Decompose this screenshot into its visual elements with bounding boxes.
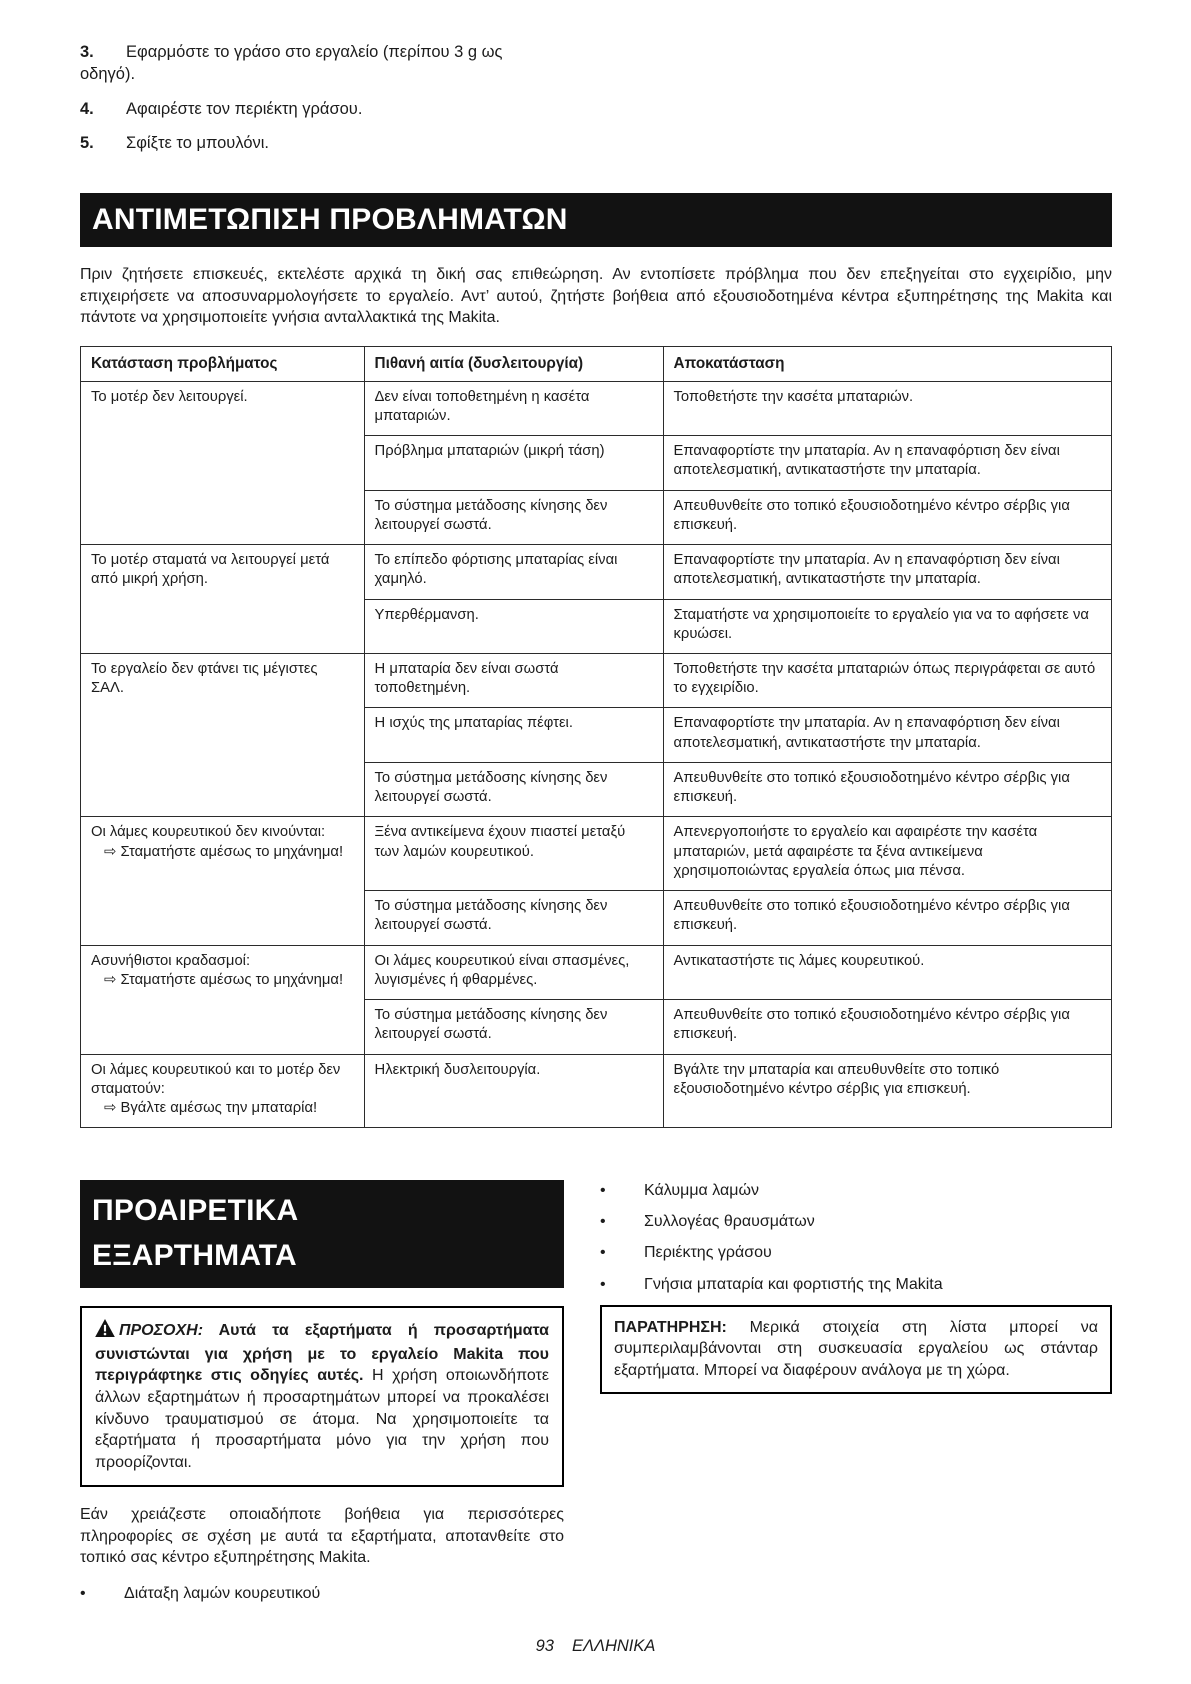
step-text: Αφαιρέστε τον περιέκτη γράσου. bbox=[126, 99, 363, 118]
problem-text: Οι λάμες κουρευτικού και το μοτέρ δεν σταματούν: bbox=[91, 1061, 341, 1097]
optional-accessories-section bbox=[80, 1180, 1112, 1604]
cause-cell: Το σύστημα μετάδοσης κίνησης δεν λειτουργεί σωστά. bbox=[364, 1000, 663, 1054]
remedy-cell: Σταματήστε να χρησιμοποιείτε το εργαλείο για να το αφήσετε να κρυώσει. bbox=[663, 599, 1112, 653]
remedy-cell: Απενεργοποιήστε το εργαλείο και αφαιρέστε την κασέτα μπαταριών, μετά αφαιρέστε τα ξένα αντικείμενα χρησιμοποιώντας εργαλεία όπως μια πένσα. bbox=[663, 817, 1112, 891]
accessories-left-column bbox=[80, 1180, 564, 1604]
accessory-list-item bbox=[600, 1180, 1112, 1201]
cause-cell: Οι λάμες κουρευτικού είναι σπασμένες, λυγισμένες ή φθαρμένες. bbox=[364, 945, 663, 999]
table-header-cell: Αποκατάσταση bbox=[663, 346, 1112, 381]
accessories-right-column bbox=[600, 1180, 1112, 1604]
stop-action: ⇨ Βγάλτε αμέσως την μπαταρία! bbox=[104, 1099, 318, 1116]
page-content bbox=[80, 42, 1112, 1604]
table-row bbox=[81, 381, 1112, 435]
problem-text: Οι λάμες κουρευτικού δεν κινούνται: bbox=[91, 824, 326, 841]
note-text: Μερικά στοιχεία στη λίστα μπορεί να συμπεριλαμβάνονται στη συσκευασία εργαλείου ως στάνταρ εξαρτήματα. Μπορεί να διαφέρουν ανάλογα με τη χώρα. bbox=[614, 1318, 1098, 1379]
table-row bbox=[81, 817, 1112, 891]
cause-cell: Υπερθέρμανση. bbox=[364, 599, 663, 653]
problem-cell bbox=[81, 545, 365, 654]
table-row bbox=[81, 653, 1112, 707]
step-number: 3. bbox=[80, 43, 94, 61]
accessory-label: • Συλλογέας θραυσμάτων bbox=[644, 1213, 815, 1231]
remedy-cell: Επαναφορτίστε την μπαταρία. Αν η επαναφόρτιση δεν είναι αποτελεσματική, αντικαταστήστε την μπαταρία. bbox=[663, 436, 1112, 490]
cause-cell: Η μπαταρία δεν είναι σωστά τοποθετημένη. bbox=[364, 653, 663, 707]
steps-list bbox=[80, 42, 558, 155]
troubleshooting-intro: Πριν ζητήσετε επισκευές, εκτελέστε αρχικά τη δική σας επιθεώρηση. Αν εντοπίσετε πρόβλημα που δεν επεξηγείται στο εγχειρίδιο, μην επιχειρήσετε να αποσυναρμολογήσετε το εργαλείο. Αντ’ αυτού, ζητήστε βοήθεια από εξουσιοδοτημένα κέντρα εξυπηρέτησης της Makita και πάντοτε να χρησιμοποιείτε γνήσια ανταλλακτικά της Makita. bbox=[80, 266, 1112, 327]
problem-text: Το εργαλείο δεν φτάνει τις μέγιστες ΣΑΛ. bbox=[91, 660, 318, 697]
cause-cell: Η ισχύς της μπαταρίας πέφτει. bbox=[364, 708, 663, 762]
note-box bbox=[600, 1305, 1112, 1394]
remedy-cell: Τοποθετήστε την κασέτα μπαταριών όπως περιγράφεται σε αυτό το εγχειρίδιο. bbox=[663, 653, 1112, 707]
accessory-list-item bbox=[80, 1583, 564, 1604]
remedy-cell: Απευθυνθείτε στο τοπικό εξουσιοδοτημένο κέντρο σέρβις για επισκευή. bbox=[663, 762, 1112, 816]
troubleshooting-section-title: ΑΝΤΙΜΕΤΩΠΙΣΗ ΠΡΟΒΛΗΜΑΤΩΝ bbox=[80, 193, 1112, 247]
accessories-section-title bbox=[80, 1180, 564, 1288]
remedy-cell: Απευθυνθείτε στο τοπικό εξουσιοδοτημένο κέντρο σέρβις για επισκευή. bbox=[663, 1000, 1112, 1054]
language-label: ΕΛΛΗΝΙΚΑ bbox=[571, 1637, 656, 1655]
remedy-cell: Τοποθετήστε την κασέτα μπαταριών. bbox=[663, 381, 1112, 435]
remedy-cell: Επαναφορτίστε την μπαταρία. Αν η επαναφόρτιση δεν είναι αποτελεσματική, αντικαταστήστε την μπαταρία. bbox=[663, 708, 1112, 762]
table-header-row bbox=[81, 346, 1112, 381]
step-text: Εφαρμόστε το γράσο στο εργαλείο (περίπου 3 g ως οδηγό). bbox=[80, 43, 503, 83]
caution-text-bold: Αυτά τα εξαρτήματα ή προσαρτήματα συνιστώνται για χρήση με το εργαλείο Makita που περιγράφτηκε στις οδηγίες αυτές. bbox=[95, 1322, 549, 1385]
stop-action: ⇨ Σταματήστε αμέσως το μηχάνημα! bbox=[104, 971, 344, 988]
problem-cell bbox=[81, 1054, 365, 1128]
accessory-label: • Γνήσια μπαταρία και φορτιστής της Makita bbox=[644, 1275, 943, 1293]
cause-cell: Το επίπεδο φόρτισης μπαταρίας είναι χαμηλό. bbox=[364, 545, 663, 599]
table-header-cell: Πιθανή αιτία (δυσλειτουργία) bbox=[364, 346, 663, 381]
step-item bbox=[80, 133, 558, 155]
table-header-cell: Κατάσταση προβλήματος bbox=[81, 346, 365, 381]
accessory-list-item bbox=[600, 1274, 1112, 1295]
accessory-label: • Περιέκτης γράσου bbox=[644, 1244, 772, 1262]
remedy-cell: Απευθυνθείτε στο τοπικό εξουσιοδοτημένο κέντρο σέρβις για επισκευή. bbox=[663, 891, 1112, 945]
step-item bbox=[80, 42, 558, 86]
accessories-help-text: Εάν χρειάζεστε οποιαδήποτε βοήθεια για περισσότερες πληροφορίες σε σχέση με αυτά τα εξαρτήματα, αποτανθείτε στο τοπικό σας κέντρο εξυπηρέτησης Makita. bbox=[80, 1506, 564, 1567]
problem-text: Το μοτέρ σταματά να λειτουργεί μετά από μικρή χρήση. bbox=[91, 552, 330, 588]
remedy-cell: Επαναφορτίστε την μπαταρία. Αν η επαναφόρτιση δεν είναι αποτελεσματική, αντικαταστήστε την μπαταρία. bbox=[663, 545, 1112, 599]
stop-action: ⇨ Σταματήστε αμέσως το μηχάνημα! bbox=[104, 843, 344, 860]
remedy-cell: Βγάλτε την μπαταρία και απευθυνθείτε στο τοπικό εξουσιοδοτημένο κέντρο σέρβις για επισκευή. bbox=[663, 1054, 1112, 1128]
accessory-label: • Κάλυμμα λαμών bbox=[644, 1182, 759, 1200]
remedy-cell: Απευθυνθείτε στο τοπικό εξουσιοδοτημένο κέντρο σέρβις για επισκευή. bbox=[663, 490, 1112, 544]
cause-cell: Ξένα αντικείμενα έχουν πιαστεί μεταξύ των λαμών κουρευτικού. bbox=[364, 817, 663, 891]
table-row bbox=[81, 545, 1112, 599]
remedy-cell: Αντικαταστήστε τις λάμες κουρευτικού. bbox=[663, 945, 1112, 999]
cause-cell: Το σύστημα μετάδοσης κίνησης δεν λειτουργεί σωστά. bbox=[364, 891, 663, 945]
problem-cell bbox=[81, 381, 365, 544]
cause-cell: Δεν είναι τοποθετημένη η κασέτα μπαταριών. bbox=[364, 381, 663, 435]
note-label: ΠΑΡΑΤΗΡΗΣΗ: bbox=[614, 1318, 727, 1336]
accessories-title-line2: ΕΞΑΡΤΗΜΑΤΑ bbox=[92, 1239, 297, 1273]
accessory-list-item bbox=[600, 1242, 1112, 1263]
step-number: 4. bbox=[80, 99, 94, 118]
page-number: 93 bbox=[535, 1637, 554, 1655]
cause-cell: Πρόβλημα μπαταριών (μικρή τάση) bbox=[364, 436, 663, 490]
problem-cell bbox=[81, 945, 365, 1054]
troubleshooting-table bbox=[80, 346, 1112, 1128]
accessory-list-item bbox=[600, 1211, 1112, 1232]
page-footer bbox=[0, 1637, 1191, 1656]
caution-text: Η χρήση οποιωνδήποτε άλλων εξαρτημάτων ή προσαρτημάτων μπορεί να προκαλέσει κίνδυνο τραυματισμού σε άτομα. Να χρησιμοποιείτε τα εξαρτήματα ή προσαρτήματα μόνο για την χρήση που προορίζονται. bbox=[95, 1367, 550, 1471]
problem-text: Το μοτέρ δεν λειτουργεί. bbox=[91, 388, 248, 405]
cause-cell: Το σύστημα μετάδοσης κίνησης δεν λειτουργεί σωστά. bbox=[364, 490, 663, 544]
problem-cell bbox=[81, 653, 365, 816]
caution-box bbox=[80, 1306, 564, 1487]
problem-text: Ασυνήθιστοι κραδασμοί: bbox=[91, 952, 251, 969]
problem-cell bbox=[81, 817, 365, 945]
step-item bbox=[80, 99, 558, 121]
warning-icon bbox=[95, 1319, 115, 1344]
table-row bbox=[81, 945, 1112, 999]
table-row bbox=[81, 1054, 1112, 1128]
step-number: 5. bbox=[80, 134, 94, 153]
accessory-label: • Διάταξη λαμών κουρευτικού bbox=[124, 1584, 321, 1602]
caution-label: ΠΡΟΣΟΧΗ: bbox=[119, 1322, 204, 1340]
cause-cell: Το σύστημα μετάδοσης κίνησης δεν λειτουργεί σωστά. bbox=[364, 762, 663, 816]
cause-cell: Ηλεκτρική δυσλειτουργία. bbox=[364, 1054, 663, 1128]
accessories-title-line1: ΠΡΟΑΙΡΕΤΙΚΑ bbox=[92, 1194, 299, 1228]
step-text: Σφίξτε το μπουλόνι. bbox=[126, 134, 269, 153]
